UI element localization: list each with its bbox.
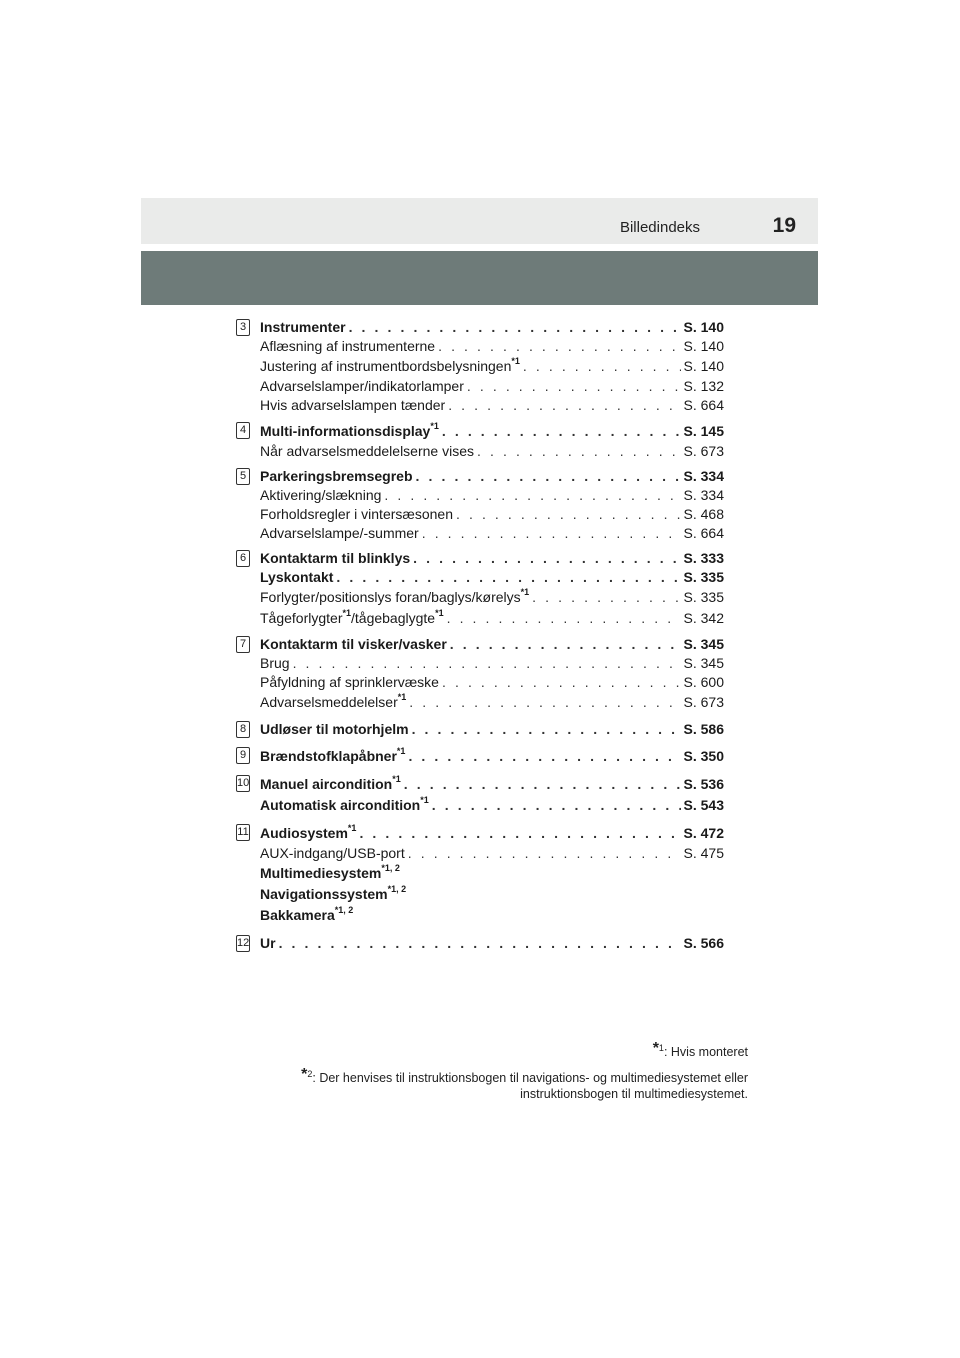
entry-label-text: Aflæsning af instrumenterne bbox=[260, 338, 436, 354]
entry-label-text: Forholdsregler i vintersæsonen bbox=[260, 506, 453, 522]
dot-leader bbox=[432, 795, 681, 816]
dot-leader bbox=[384, 486, 680, 505]
entry-page: S. 664 bbox=[683, 397, 724, 413]
entry-label-text: Automatisk aircondition bbox=[260, 797, 421, 813]
entry-label bbox=[260, 505, 453, 524]
entry-page: S. 132 bbox=[683, 378, 724, 394]
entry-label-text: Audiosystem bbox=[260, 825, 348, 841]
footnote-ref: *1 bbox=[347, 823, 357, 833]
footnote-ref: *1, 2 bbox=[387, 884, 407, 894]
entry-page: S. 475 bbox=[683, 845, 724, 861]
toc-section bbox=[236, 746, 724, 767]
entry-label bbox=[260, 823, 356, 844]
toc-entry bbox=[260, 549, 724, 568]
entry-label-text: Aktivering/slækning bbox=[260, 487, 382, 503]
toc-entry bbox=[260, 863, 724, 884]
dot-leader bbox=[409, 692, 680, 713]
dot-leader bbox=[442, 421, 681, 442]
entry-page: S. 536 bbox=[683, 776, 724, 792]
toc-entry bbox=[260, 337, 724, 356]
entry-label bbox=[260, 654, 290, 673]
entry-label-text: Brændstofklapåbner bbox=[260, 748, 397, 764]
entry-label-text: Instrumenter bbox=[260, 319, 346, 335]
toc-entry bbox=[260, 673, 724, 692]
section-number: 9 bbox=[236, 747, 250, 764]
entry-label-text: Ur bbox=[260, 935, 276, 951]
entry-page: S. 600 bbox=[683, 674, 724, 690]
toc-entry bbox=[260, 377, 724, 396]
entry-page: S. 472 bbox=[683, 825, 724, 841]
footnote-ref: *1 bbox=[397, 692, 407, 702]
toc-section bbox=[236, 720, 724, 739]
entry-label bbox=[260, 377, 464, 396]
toc-entry bbox=[260, 608, 724, 629]
header-bar bbox=[141, 198, 818, 244]
entry-page: S. 543 bbox=[683, 797, 724, 813]
dot-leader bbox=[448, 396, 680, 415]
toc-entry bbox=[260, 884, 724, 905]
entry-label bbox=[260, 746, 405, 767]
dot-leader bbox=[336, 568, 680, 587]
toc-entry bbox=[260, 795, 724, 816]
dot-leader bbox=[532, 587, 680, 608]
dot-leader bbox=[293, 654, 681, 673]
toc-section bbox=[236, 318, 724, 415]
dot-leader bbox=[477, 442, 681, 461]
dot-leader bbox=[456, 505, 681, 524]
entry-label-text: Lyskontakt bbox=[260, 569, 334, 585]
entry-page: S. 566 bbox=[683, 935, 724, 951]
header-title: Billedindeks bbox=[619, 219, 700, 236]
footnote-ref: *1 bbox=[420, 795, 429, 805]
entry-label bbox=[260, 524, 419, 543]
entry-page: S. 140 bbox=[683, 338, 724, 354]
dot-leader bbox=[359, 823, 680, 844]
toc-entry bbox=[260, 823, 724, 844]
footnote bbox=[228, 1040, 748, 1060]
entry-page: S. 664 bbox=[683, 525, 724, 541]
footnote-ref: *1 bbox=[430, 421, 439, 431]
section-number: 5 bbox=[236, 468, 250, 485]
section-number: 8 bbox=[236, 721, 250, 738]
entry-label-text: AUX-indgang/USB-port bbox=[260, 845, 405, 861]
entry-label-text: Advarselslampe/-summer bbox=[260, 525, 419, 541]
footnotes bbox=[228, 1040, 748, 1108]
section-number: 6 bbox=[236, 550, 250, 567]
section-number: 12 bbox=[236, 935, 250, 952]
footnote-number: 2 bbox=[307, 1069, 313, 1079]
footnote-text: : Der henvises til instruktionsbogen til navigations- og multimediesystemet eller instruktionsbogen til multimediesystemet. bbox=[312, 1071, 748, 1101]
toc-entry bbox=[260, 467, 724, 486]
footnote-ref: *1 bbox=[520, 587, 530, 597]
entry-page: S. 140 bbox=[683, 319, 724, 335]
entry-page: S. 586 bbox=[683, 721, 724, 737]
entry-page: S. 140 bbox=[683, 358, 724, 374]
dot-leader bbox=[408, 844, 681, 863]
dot-leader bbox=[412, 720, 681, 739]
toc-section bbox=[236, 549, 724, 629]
footnote-ref: *1 bbox=[511, 356, 520, 366]
entry-label bbox=[260, 356, 520, 377]
entry-label-text: Påfyldning af sprinklervæske bbox=[260, 674, 439, 690]
dot-leader bbox=[408, 746, 680, 767]
entry-label bbox=[260, 795, 429, 816]
dot-leader bbox=[404, 774, 681, 795]
header-band bbox=[141, 251, 818, 305]
entry-label-text: Kontaktarm til blinklys bbox=[260, 550, 411, 566]
dot-leader bbox=[467, 377, 681, 396]
entry-label bbox=[260, 692, 406, 713]
entry-label-text: Multimediesystem bbox=[260, 865, 382, 881]
entry-page: S. 345 bbox=[683, 655, 724, 671]
dot-leader bbox=[523, 356, 681, 377]
toc-section bbox=[236, 774, 724, 816]
entry-label-text: Parkeringsbremsegreb bbox=[260, 468, 413, 484]
toc-entry bbox=[260, 934, 724, 953]
section-number: 3 bbox=[236, 319, 250, 336]
entry-label bbox=[260, 421, 439, 442]
entry-label bbox=[260, 884, 406, 905]
toc-entry bbox=[260, 505, 724, 524]
toc-entry bbox=[260, 905, 724, 926]
footnote-ref: *1, 2 bbox=[334, 905, 354, 915]
entry-label bbox=[260, 549, 410, 568]
footnote bbox=[228, 1066, 748, 1102]
entry-label bbox=[260, 396, 445, 415]
footnote-ref: *1 bbox=[392, 774, 401, 784]
entry-page: S. 334 bbox=[683, 468, 724, 484]
toc-entry bbox=[260, 587, 724, 608]
toc-entry bbox=[260, 356, 724, 377]
toc-entry bbox=[260, 746, 724, 767]
table-of-contents bbox=[236, 318, 724, 953]
entry-label-text: Navigationssystem bbox=[260, 886, 388, 902]
entry-page: S. 335 bbox=[683, 569, 724, 585]
toc-entry bbox=[260, 635, 724, 654]
toc-section bbox=[236, 635, 724, 713]
entry-label bbox=[260, 774, 401, 795]
toc-entry bbox=[260, 421, 724, 442]
footnote-ref: *1 bbox=[342, 608, 351, 618]
toc-section bbox=[236, 934, 724, 953]
page-number: 19 bbox=[772, 214, 796, 237]
toc-entry bbox=[260, 442, 724, 461]
entry-label-text: Brug bbox=[260, 655, 290, 671]
entry-label-text: Justering af instrumentbordsbelysningen bbox=[260, 358, 512, 374]
entry-label bbox=[260, 635, 447, 654]
section-number: 11 bbox=[236, 824, 250, 841]
footnote-mark: * bbox=[652, 1040, 659, 1057]
footnote-mark: * bbox=[301, 1066, 308, 1083]
entry-label bbox=[260, 568, 333, 587]
entry-page: S. 673 bbox=[683, 694, 724, 710]
entry-page: S. 350 bbox=[683, 748, 724, 764]
entry-label bbox=[260, 844, 405, 863]
toc-section bbox=[236, 467, 724, 543]
entry-label bbox=[260, 337, 435, 356]
dot-leader bbox=[422, 524, 681, 543]
entry-page: S. 342 bbox=[683, 610, 724, 626]
dot-leader bbox=[416, 467, 681, 486]
dot-leader bbox=[349, 318, 681, 337]
dot-leader bbox=[450, 635, 681, 654]
entry-label bbox=[260, 486, 381, 505]
entry-label-text: Kontaktarm til visker/vasker bbox=[260, 636, 447, 652]
entry-label bbox=[260, 673, 439, 692]
toc-entry bbox=[260, 774, 724, 795]
toc-entry bbox=[260, 720, 724, 739]
entry-label bbox=[260, 587, 529, 608]
section-number: 10 bbox=[236, 775, 250, 792]
toc-entry bbox=[260, 318, 724, 337]
toc-section bbox=[236, 421, 724, 461]
entry-label-text: Manuel aircondition bbox=[260, 776, 393, 792]
entry-label-text: Multi-informationsdisplay bbox=[260, 423, 431, 439]
entry-label-text: Forlygter/positionslys foran/baglys/kørelys bbox=[260, 589, 521, 605]
toc-section bbox=[236, 823, 724, 926]
entry-page: S. 345 bbox=[683, 636, 724, 652]
section-number: 4 bbox=[236, 422, 250, 439]
footnote-ref: *1 bbox=[396, 746, 406, 756]
dot-leader bbox=[413, 549, 680, 568]
dot-leader bbox=[447, 608, 681, 629]
entry-label bbox=[260, 720, 409, 739]
entry-label bbox=[260, 905, 353, 926]
toc-entry bbox=[260, 524, 724, 543]
dot-leader bbox=[438, 337, 680, 356]
toc-entry bbox=[260, 568, 724, 587]
entry-label-text: Tågeforlygter bbox=[260, 610, 343, 626]
entry-label-text: Hvis advarselslampen tænder bbox=[260, 397, 446, 413]
entry-page: S. 333 bbox=[683, 550, 724, 566]
entry-page: S. 335 bbox=[683, 589, 724, 605]
entry-page: S. 145 bbox=[683, 423, 724, 439]
toc-entry bbox=[260, 692, 724, 713]
entry-label-text: Når advarselsmeddelelserne vises bbox=[260, 443, 474, 459]
section-number: 7 bbox=[236, 636, 250, 653]
entry-label bbox=[260, 934, 276, 953]
toc-entry bbox=[260, 396, 724, 415]
entry-label bbox=[260, 318, 346, 337]
entry-label bbox=[260, 608, 444, 629]
entry-page: S. 673 bbox=[683, 443, 724, 459]
entry-page: S. 468 bbox=[683, 506, 724, 522]
footnote-ref: *1 bbox=[435, 608, 444, 618]
toc-entry bbox=[260, 844, 724, 863]
toc-entry bbox=[260, 486, 724, 505]
dot-leader bbox=[442, 673, 681, 692]
entry-label bbox=[260, 467, 413, 486]
entry-label bbox=[260, 863, 400, 884]
entry-page: S. 334 bbox=[683, 487, 724, 503]
dot-leader bbox=[279, 934, 681, 953]
footnote-ref: *1, 2 bbox=[381, 863, 400, 873]
footnote-text: : Hvis monteret bbox=[663, 1045, 748, 1059]
entry-label-text: /tågebaglygte bbox=[351, 610, 436, 626]
entry-label-text: Advarselslamper/indikatorlamper bbox=[260, 378, 464, 394]
entry-label-text: Udløser til motorhjelm bbox=[260, 721, 409, 737]
toc-entry bbox=[260, 654, 724, 673]
entry-label-text: Advarselsmeddelelser bbox=[260, 694, 398, 710]
entry-label bbox=[260, 442, 474, 461]
entry-label-text: Bakkamera bbox=[260, 907, 335, 923]
footnote-number: 1 bbox=[658, 1043, 664, 1053]
